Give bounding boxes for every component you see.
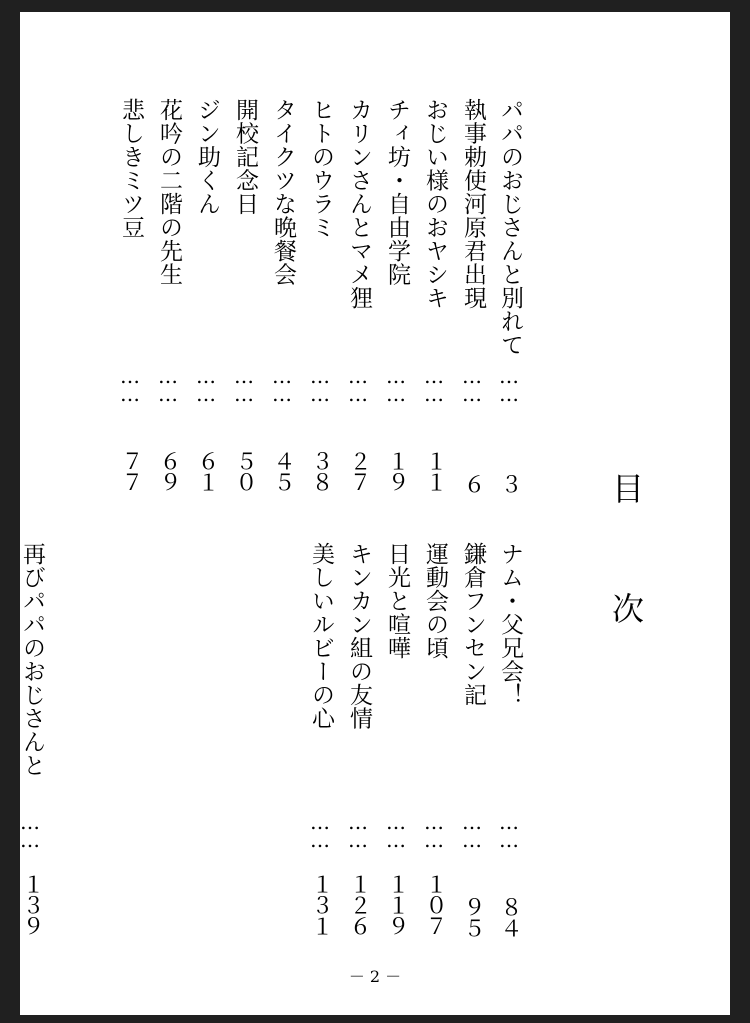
toc-entry-leader: …… bbox=[194, 364, 218, 400]
toc-entry-leader: …… bbox=[422, 364, 446, 400]
toc-entry-page: ２７ bbox=[346, 450, 371, 492]
document-page bbox=[20, 12, 730, 1015]
toc-entry-page: ３ bbox=[497, 473, 522, 494]
toc-entry-leader: …… bbox=[346, 364, 370, 400]
toc-entry-leader: …… bbox=[156, 364, 180, 400]
toc-entry-leader: …… bbox=[384, 364, 408, 400]
toc-entry-leader: …… bbox=[422, 810, 446, 846]
toc-entry-title: 開校記念日 bbox=[232, 98, 258, 216]
toc-entry-title: チィ坊・自由学院 bbox=[384, 98, 410, 286]
toc-entry-leader: …… bbox=[497, 364, 521, 400]
toc-entry-title: 花吟の二階の先生 bbox=[156, 98, 182, 286]
toc-entry-title: タイクツな晩餐会 bbox=[270, 98, 296, 286]
toc-entry-title: 執事勅使河原君出現 bbox=[460, 98, 486, 310]
toc-entry-page: １０７ bbox=[422, 873, 447, 936]
page-number-footer: － 2 － bbox=[348, 967, 402, 986]
toc-entry-leader: …… bbox=[118, 364, 142, 400]
toc-entry-page: ５０ bbox=[232, 450, 257, 492]
toc-entry-title: 美しいルビーの心 bbox=[308, 542, 334, 730]
toc-entry-leader: …… bbox=[232, 364, 256, 400]
toc-entry-title: 日光と喧嘩 bbox=[384, 542, 410, 660]
toc-entry-leader: …… bbox=[346, 810, 370, 846]
toc-entry-page: １１ bbox=[422, 450, 447, 492]
toc-entry-page: ８４ bbox=[497, 896, 522, 938]
toc-entry-page: ９５ bbox=[460, 896, 485, 938]
toc-entry-title: 悲しきミツ豆 bbox=[118, 98, 144, 239]
toc-entry-title: カリンさんとマメ狸 bbox=[346, 98, 372, 310]
toc-entry-page: １３１ bbox=[308, 873, 333, 936]
toc-entry-leader: …… bbox=[308, 810, 332, 846]
toc-entry-leader: …… bbox=[497, 810, 521, 846]
toc-entry-page: ７７ bbox=[118, 450, 143, 492]
toc-entry-leader: …… bbox=[308, 364, 332, 400]
toc-entry-page: １３９ bbox=[19, 873, 44, 936]
toc-entry-page: １９ bbox=[384, 450, 409, 492]
toc-entry-page: １２６ bbox=[346, 873, 371, 936]
toc-entry-leader: …… bbox=[384, 810, 408, 846]
toc-entry-title: ヒトのウラミ bbox=[308, 98, 334, 239]
toc-title: 目 次 bbox=[607, 472, 645, 652]
toc-entry-page: ６９ bbox=[156, 450, 181, 492]
toc-entry-page: ６１ bbox=[194, 450, 219, 492]
toc-entry-page: ６ bbox=[460, 473, 485, 494]
toc-entry-leader: …… bbox=[270, 364, 294, 400]
toc-entry-leader: …… bbox=[460, 364, 484, 400]
toc-entry-leader: …… bbox=[460, 810, 484, 846]
toc-entry-title: おじい様のおヤシキ bbox=[422, 98, 448, 310]
toc-entry-title: ジン助くん bbox=[194, 98, 220, 216]
toc-entry-leader: …… bbox=[18, 810, 42, 846]
toc-entry-title: 運動会の頃 bbox=[422, 542, 448, 660]
toc-entry-page: １１９ bbox=[384, 873, 409, 936]
toc-entry-title: キンカン組の友情 bbox=[346, 542, 372, 730]
toc-entry-title: 再びパパのおじさんと bbox=[19, 542, 45, 777]
toc-entry-title: ナム・父兄会！ bbox=[497, 542, 523, 707]
toc-entry-title: 鎌倉フンセン記 bbox=[460, 542, 486, 707]
toc-entry-title: パパのおじさんと別れて bbox=[497, 98, 523, 357]
toc-entry-page: ４５ bbox=[270, 450, 295, 492]
toc-entry-page: ３８ bbox=[308, 450, 333, 492]
